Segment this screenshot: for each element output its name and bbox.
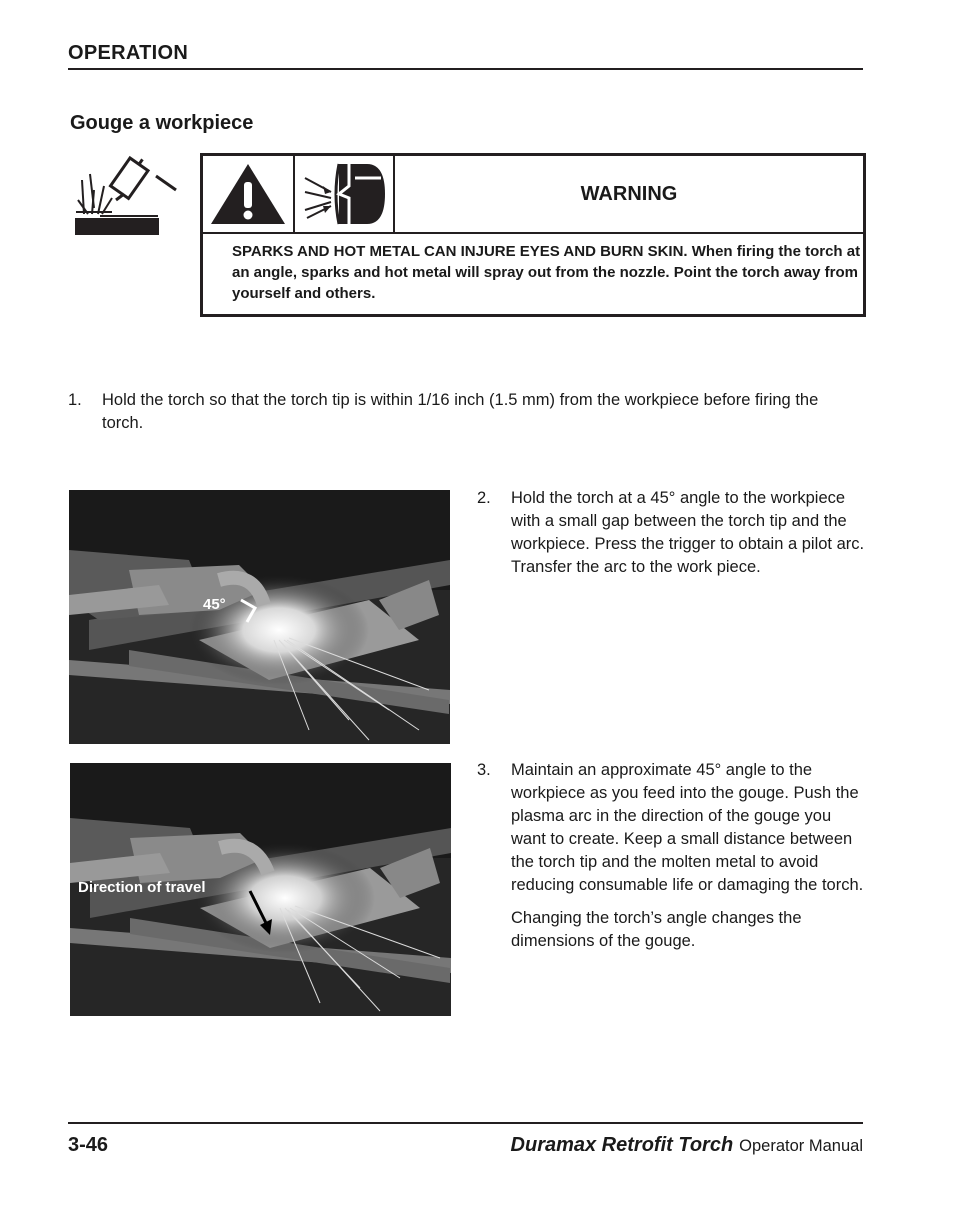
sparks-torch-icon xyxy=(72,150,184,240)
step-2-number: 2. xyxy=(477,489,491,507)
page-footer xyxy=(68,1122,863,1164)
warning-triangle-cell xyxy=(203,156,295,232)
warning-bold-text: SPARKS AND HOT METAL CAN INJURE EYES AND BURN SKIN. xyxy=(232,243,688,260)
step-1-text: Hold the torch so that the torch tip is within 1/16 inch (1.5 mm) from the workpiece before firing the torch. xyxy=(102,391,819,432)
face-shield-cell xyxy=(295,156,395,232)
step-1 xyxy=(68,389,858,435)
header-title: OPERATION xyxy=(68,42,189,64)
warning-triangle-icon xyxy=(203,156,293,232)
face-shield-icon xyxy=(295,156,393,232)
warning-body-text: When firing the torch at an angle, sparks and hot metal will spray out from the nozzle. Point the torch away from yourself and others. xyxy=(232,243,861,302)
page-header xyxy=(68,42,863,70)
warning-label: WARNING xyxy=(580,183,678,205)
step-2-text: Hold the torch at a 45° angle to the workpiece with a small gap between the torch tip and the workpiece. Press the trigger to obtain a pilot arc. Transfer the arc to the work piece. xyxy=(511,489,865,576)
step-3-text: Maintain an approximate 45° angle to the workpiece as you feed into the gouge. Push the plasma arc in the direction of the gouge you want to create. Keep a small distance between the torch tip and the molten metal to avoid reducing consumable life or damaging the torch. xyxy=(511,761,864,894)
product-name: Duramax Retrofit Torch xyxy=(510,1134,734,1156)
warning-box xyxy=(200,153,866,317)
callout-direction-of-travel: Direction of travel xyxy=(78,879,206,896)
photo-direction-of-travel xyxy=(70,763,451,1016)
step-3-note: Changing the torch’s angle changes the dimensions of the gouge. xyxy=(511,909,802,950)
step-3-number: 3. xyxy=(477,761,491,779)
step-2 xyxy=(477,487,867,579)
warning-text xyxy=(232,241,862,304)
section-title: Gouge a workpiece xyxy=(70,112,254,134)
photo-torch-45-degree xyxy=(69,490,450,744)
step-1-number: 1. xyxy=(68,391,82,409)
footer-title xyxy=(511,1134,863,1157)
manual-name: Operator Manual xyxy=(739,1137,863,1155)
warning-header xyxy=(203,156,863,234)
page-number: 3-46 xyxy=(68,1134,109,1156)
step-3 xyxy=(477,759,867,953)
callout-45-degree: 45° xyxy=(203,596,226,613)
